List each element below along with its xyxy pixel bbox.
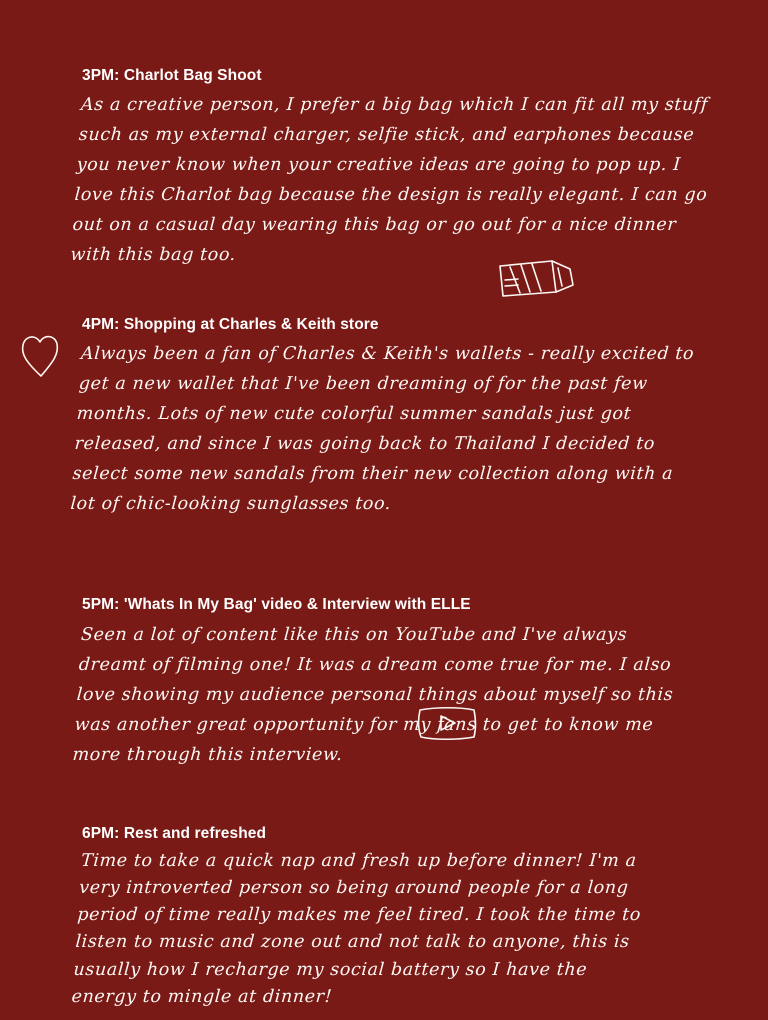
journal-entry: [71, 595, 712, 770]
heart-doodle: [18, 328, 64, 380]
entry-title: 4PM: Shopping at Charles & Keith store: [82, 315, 379, 333]
journal-entry: [70, 824, 712, 1011]
journal-entry: [69, 315, 712, 520]
entry-body: As a creative person, I prefer a big bag which I can fit all my stuff such as my external charger, selfie stick, and earphones because you never know when your creative ideas are going to pop up. I love this Charlot bag because the design is really elegant. I can go out on a casual day wearing this bag or go out for a nice dinner with this bag too.: [69, 95, 709, 266]
entry-body: Seen a lot of content like this on YouTube and I've always dreamt of filming one! It was a dream come true for me. I also love showing my audience personal things about myself so this was another great opportunity for my fans to get to know me more through this interview.: [71, 624, 674, 765]
entry-title: 5PM: 'Whats In My Bag' video & Interview with ELLE: [82, 596, 471, 614]
entry-title: 3PM: Charlot Bag Shoot: [82, 67, 262, 84]
entry-title: 6PM: Rest and refreshed: [82, 825, 267, 843]
entry-body: Always been a fan of Charles & Keith's wallets - really excited to get a new wallet that I've been dreaming of for the past few months. Lots of new cute colorful summer sandals just got released, and since I was going back to Thailand I decided to select some new sandals from their new collection along with a lot of chic-looking sunglasses too.: [69, 343, 695, 515]
entry-body: Time to take a quick nap and fresh up before dinner! I'm a very introverted person so being around people for a long period of time really makes me feel tired. I took the time to listen to music and zone out and not talk to anyone, this is usually how I recharge my social battery so I have the energy to mingle at dinner!: [70, 851, 642, 1007]
journal-entry: [69, 66, 712, 271]
